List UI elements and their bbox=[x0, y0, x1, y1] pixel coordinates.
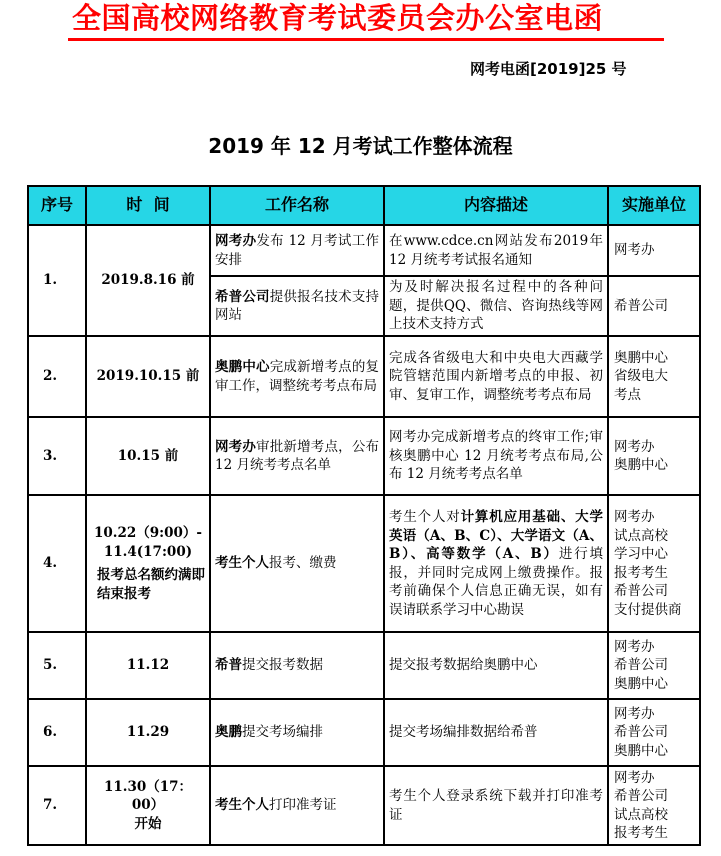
row-time bbox=[86, 495, 210, 632]
row-time: 10.15 前 bbox=[86, 417, 210, 495]
col-header-task: 工作名称 bbox=[210, 186, 384, 225]
task-action: 提交考场编排 bbox=[242, 724, 323, 741]
row-unit: 网考办 希普公司 奥鹏中心 bbox=[608, 699, 700, 766]
table-row bbox=[28, 495, 700, 632]
row-number: 4. bbox=[28, 495, 86, 632]
table-header-row bbox=[28, 186, 700, 225]
row-description bbox=[384, 495, 608, 632]
task-action: 完成新增考点的复审工作，调整统考考点布局 bbox=[215, 359, 380, 394]
row-task bbox=[210, 766, 384, 845]
desc-suffix: 进行填报，并同时完成网上缴费操作。报考前确保个人信息正确无误，如有误请联系学习中心勘误 bbox=[389, 546, 604, 618]
task-action: 审批新增考点，公布 12 月统考考点名单 bbox=[215, 438, 380, 473]
row-unit: 奥鹏中心 省级电大 考点 bbox=[608, 336, 700, 417]
document-number: 网考电函[2019]25 号 bbox=[470, 60, 627, 78]
table-row bbox=[28, 417, 700, 495]
row-task bbox=[210, 417, 384, 495]
row-unit: 网考办 希普公司 试点高校 报考考生 bbox=[608, 766, 700, 845]
row-time: 11.12 bbox=[86, 632, 210, 699]
desc-subjects: 计算机应用基础、大学英语（A、B、C）、大学语文（A、B）、高等数学（A、B） bbox=[389, 509, 604, 562]
row-task bbox=[210, 225, 384, 276]
table-row bbox=[28, 632, 700, 699]
row-task bbox=[210, 495, 384, 632]
row-task bbox=[210, 632, 384, 699]
row-description: 完成各省级电大和中央电大西藏学院管辖范围内新增考点的申报、初审、复审工作，调整统考考点布局 bbox=[384, 336, 608, 417]
workflow-table bbox=[27, 185, 701, 846]
row-unit: 网考办 试点高校 学习中心 报考考生 希普公司 支付提供商 bbox=[608, 495, 700, 632]
table-row bbox=[28, 766, 700, 845]
row-unit: 网考办 奥鹏中心 bbox=[608, 417, 700, 495]
task-actor: 奥鹏 bbox=[215, 724, 242, 741]
row-description: 在www.cdce.cn网站发布2019年 12 月统考考试报名通知 bbox=[384, 225, 608, 276]
col-header-time: 时 间 bbox=[86, 186, 210, 225]
task-actor: 奥鹏中心 bbox=[215, 359, 270, 375]
time-range: 10.22（9:00）- 11.4(17:00) bbox=[93, 525, 203, 560]
row-number: 3. bbox=[28, 417, 86, 495]
row-time: 2019.8.16 前 bbox=[86, 225, 210, 336]
row-task bbox=[210, 699, 384, 766]
row-description: 提交报考数据给奥鹏中心 bbox=[384, 632, 608, 699]
row-number: 5. bbox=[28, 632, 86, 699]
row-unit: 网考办 bbox=[608, 225, 700, 276]
row-number: 2. bbox=[28, 336, 86, 417]
task-action: 提供报名技术支持网站 bbox=[215, 288, 380, 323]
task-actor: 考生个人 bbox=[215, 797, 269, 814]
row-time: 11.29 bbox=[86, 699, 210, 766]
row-description: 为及时解决报名过程中的各种问题，提供QQ、微信、咨询热线等网上技术支持方式 bbox=[384, 276, 608, 336]
task-actor: 网考办 bbox=[215, 438, 257, 455]
task-action: 发布 12 月考试工作安排 bbox=[215, 233, 380, 268]
row-unit: 希普公司 bbox=[608, 276, 700, 336]
col-header-description: 内容描述 bbox=[384, 186, 608, 225]
letterhead-rule bbox=[68, 38, 664, 41]
task-actor: 网考办 bbox=[215, 233, 257, 249]
row-description: 考生个人登录系统下载并打印准考证 bbox=[384, 766, 608, 845]
col-header-unit: 实施单位 bbox=[608, 186, 700, 225]
table-row bbox=[28, 336, 700, 417]
row-description: 提交考场编排数据给希普 bbox=[384, 699, 608, 766]
row-task bbox=[210, 276, 384, 336]
task-actor: 考生个人 bbox=[215, 555, 269, 572]
task-action: 打印准考证 bbox=[269, 797, 337, 814]
row-number: 1. bbox=[28, 225, 86, 336]
table-row bbox=[28, 225, 700, 276]
letterhead-title: 全国高校网络教育考试委员会办公室电函 bbox=[72, 1, 604, 35]
row-description: 网考办完成新增考点的终审工作;审核奥鹏中心 12 月统考考点布局,公布 12 月统考考点名单 bbox=[384, 417, 608, 495]
col-header-number: 序号 bbox=[28, 186, 86, 225]
row-unit: 网考办 希普公司 奥鹏中心 bbox=[608, 632, 700, 699]
desc-prefix: 考生个人对 bbox=[389, 509, 461, 525]
row-number: 6. bbox=[28, 699, 86, 766]
table-row bbox=[28, 699, 700, 766]
task-actor: 希普公司 bbox=[215, 288, 270, 305]
row-task bbox=[210, 336, 384, 417]
page-title: 2019 年 12 月考试工作整体流程 bbox=[208, 134, 513, 158]
row-time: 2019.10.15 前 bbox=[86, 336, 210, 417]
time-note: 报考总名额约满即结束报考 bbox=[97, 567, 205, 602]
row-time: 11.30（17：00） 开始 bbox=[86, 766, 210, 845]
row-number: 7. bbox=[28, 766, 86, 845]
task-action: 提交报考数据 bbox=[242, 657, 323, 674]
task-action: 报考、缴费 bbox=[269, 555, 337, 572]
task-actor: 希普 bbox=[215, 657, 242, 674]
